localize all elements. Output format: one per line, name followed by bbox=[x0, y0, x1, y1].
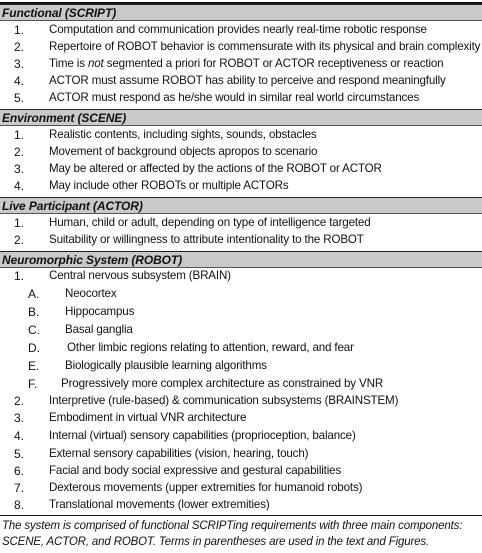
item-text: ACTOR must respond as he/she would in similar real world circumstances bbox=[49, 91, 420, 104]
list-item bbox=[0, 56, 482, 73]
list-item bbox=[0, 161, 482, 178]
list-item bbox=[0, 428, 482, 445]
item-text: Interpretive (rule-based) & communication subsystems (BRAINSTEM) bbox=[49, 394, 399, 407]
item-text-before: Time is bbox=[49, 57, 88, 70]
item-number: 3. bbox=[14, 162, 25, 176]
list-item bbox=[0, 304, 482, 321]
section-title-environment: Environment (SCENE) bbox=[2, 111, 127, 125]
item-text: Translational movements (lower extremities) bbox=[49, 498, 270, 511]
item-text: Repertoire of ROBOT behavior is commensurate with its physical and brain complexity bbox=[49, 40, 481, 53]
item-text: Internal (virtual) sensory capabilities (proprioception, balance) bbox=[49, 429, 356, 442]
list-item bbox=[0, 215, 482, 232]
item-number: 2. bbox=[14, 145, 25, 159]
list-item bbox=[0, 322, 482, 339]
item-text-after: segmented a priori for ROBOT or ACTOR receptiveness or reaction bbox=[103, 57, 444, 70]
item-number: 2. bbox=[14, 394, 25, 408]
list-item bbox=[0, 358, 482, 375]
item-number: 3. bbox=[14, 57, 25, 71]
item-number: 4. bbox=[14, 429, 25, 443]
item-number: E. bbox=[28, 359, 40, 373]
item-number: 4. bbox=[14, 74, 25, 88]
bottom-rule bbox=[0, 515, 482, 516]
item-text: May include other ROBOTs or multiple ACTORs bbox=[49, 179, 289, 192]
section-header-robot bbox=[0, 251, 482, 268]
item-number: 1. bbox=[14, 269, 25, 283]
item-number: 3. bbox=[14, 411, 25, 425]
item-number: 1. bbox=[14, 216, 25, 230]
list-item bbox=[0, 393, 482, 410]
list-item bbox=[0, 376, 482, 393]
item-number: C. bbox=[28, 323, 40, 337]
item-text: ACTOR must assume ROBOT has ability to perceive and respond meaningfully bbox=[49, 74, 446, 87]
list-item bbox=[0, 340, 482, 357]
item-text: Human, child or adult, depending on type of intelligence targeted bbox=[49, 216, 371, 229]
section-header-functional bbox=[0, 4, 482, 21]
list-item bbox=[0, 410, 482, 427]
list-item bbox=[0, 463, 482, 480]
item-text: Facial and body social expressive and gestural capabilities bbox=[49, 464, 342, 477]
item-number: 5. bbox=[14, 91, 25, 105]
list-item bbox=[0, 480, 482, 497]
list-item bbox=[0, 268, 482, 285]
item-number: 5. bbox=[14, 447, 25, 461]
list-item bbox=[0, 127, 482, 144]
footnote-line-1: The system is comprised of functional SCRIPTing requirements with three main components: bbox=[2, 520, 463, 532]
list-item bbox=[0, 232, 482, 249]
item-number: B. bbox=[28, 305, 40, 319]
item-text: Biologically plausible learning algorithms bbox=[65, 359, 267, 372]
item-text: Suitability or willingness to attribute intentionality to the ROBOT bbox=[49, 233, 364, 246]
item-number: 2. bbox=[14, 40, 25, 54]
item-text-emphasis: not bbox=[87, 57, 104, 70]
item-number: F. bbox=[28, 377, 38, 391]
footnote-line-2: SCENE, ACTOR, and ROBOT. Terms in parentheses are used in the text and Figures. bbox=[2, 536, 430, 548]
list-item bbox=[0, 144, 482, 161]
item-text: Movement of background objects apropos to scenario bbox=[49, 145, 318, 158]
list-item bbox=[0, 446, 482, 463]
item-text: Dexterous movements (upper extremities for humanoid robots) bbox=[49, 481, 363, 494]
item-text: Neocortex bbox=[65, 287, 117, 300]
list-item bbox=[0, 22, 482, 39]
item-number: 4. bbox=[14, 179, 25, 193]
list-item bbox=[0, 39, 482, 56]
item-text: Embodiment in virtual VNR architecture bbox=[49, 411, 247, 424]
item-text bbox=[49, 57, 444, 71]
section-header-actor bbox=[0, 197, 482, 214]
item-text: Hippocampus bbox=[65, 305, 135, 318]
item-text: May be altered or affected by the actions of the ROBOT or ACTOR bbox=[49, 162, 382, 175]
item-number: 6. bbox=[14, 464, 25, 478]
item-number: D. bbox=[28, 341, 40, 355]
list-item bbox=[0, 90, 482, 107]
item-text: Computation and communication provides nearly real-time robotic response bbox=[49, 23, 427, 36]
section-title-robot: Neuromorphic System (ROBOT) bbox=[2, 253, 182, 267]
item-number: 2. bbox=[14, 233, 25, 247]
item-number: 1. bbox=[14, 128, 25, 142]
item-text: Other limbic regions relating to attention, reward, and fear bbox=[67, 341, 354, 354]
item-text: Realistic contents, including sights, sounds, obstacles bbox=[49, 128, 317, 141]
item-text: Central nervous subsystem (BRAIN) bbox=[49, 269, 231, 282]
section-title-actor: Live Participant (ACTOR) bbox=[2, 199, 143, 213]
list-item bbox=[0, 73, 482, 90]
item-text: Basal ganglia bbox=[65, 323, 133, 336]
table-footnote bbox=[2, 518, 482, 550]
item-text: Progressively more complex architecture as constrained by VNR bbox=[61, 377, 384, 390]
item-number: 1. bbox=[14, 23, 25, 37]
item-number: A. bbox=[28, 287, 40, 301]
item-number: 7. bbox=[14, 481, 25, 495]
list-item bbox=[0, 286, 482, 303]
section-header-environment bbox=[0, 109, 482, 126]
list-item bbox=[0, 497, 482, 514]
item-text: External sensory capabilities (vision, hearing, touch) bbox=[49, 447, 309, 460]
section-title-functional: Functional (SCRIPT) bbox=[2, 6, 117, 20]
list-item bbox=[0, 178, 482, 195]
item-number: 8. bbox=[14, 498, 25, 512]
